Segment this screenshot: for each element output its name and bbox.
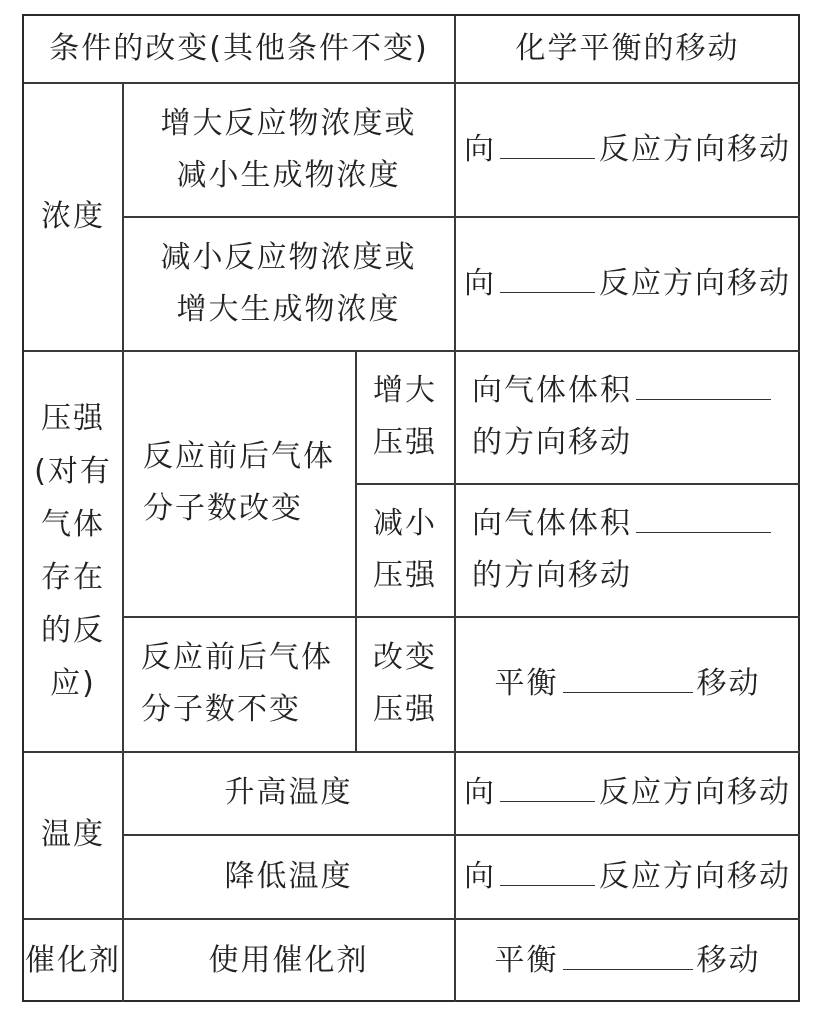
result-cell [472,484,800,616]
condition-cell [123,83,454,216]
result-suffix: 移动 [696,666,761,701]
condition-line: 减小生成物浓度 [176,157,401,193]
result-prefix: 向气体体积 [472,373,632,408]
condition-cell [123,217,454,350]
answer-blank[interactable] [500,266,595,293]
sub-condition-line: 压强 [373,558,437,593]
result-cell [455,752,800,834]
result-cell [472,351,800,483]
result-cell [455,919,800,1002]
category-temperature [24,752,122,918]
condition-line: 降低温度 [224,858,353,894]
result-suffix: 的方向移动 [472,558,632,593]
result-prefix: 平衡 [494,666,559,701]
condition-line: 分子数不变 [141,692,301,727]
sub-condition-line: 压强 [373,425,437,460]
result-suffix: 反应方向移动 [599,265,791,301]
result-suffix: 反应方向移动 [599,775,791,810]
condition-line: 减小反应物浓度或 [160,239,417,275]
answer-blank[interactable] [500,132,595,159]
result-prefix: 向 [464,131,496,167]
answer-blank[interactable] [563,666,693,693]
result-cell [455,83,800,216]
answer-blank[interactable] [563,943,693,970]
category-concentration [24,83,122,350]
answer-blank[interactable] [636,506,771,533]
result-cell [455,217,800,350]
header-shift [455,16,800,82]
condition-line: 增大生成物浓度 [176,291,401,327]
category-pressure [24,351,122,751]
result-suffix: 移动 [696,942,761,978]
result-suffix: 反应方向移动 [599,131,791,167]
condition-line: 使用催化剂 [208,942,369,978]
category-line: 存在 [41,560,105,595]
result-cell [455,617,800,751]
result-cell [455,835,800,918]
sub-condition-line: 增大 [373,373,437,408]
result-prefix: 向 [464,265,496,301]
equilibrium-shift-table [22,14,800,1002]
condition-cell [123,919,454,1002]
result-prefix: 向 [464,775,496,810]
category-line: 压强 [41,401,105,436]
condition-cell [123,351,355,616]
header-shift-label: 化学平衡的移动 [515,31,740,66]
category-line: 气体 [41,507,105,542]
header-condition-label: 条件的改变(其他条件不变) [49,31,429,66]
condition-cell [123,752,454,834]
result-suffix: 反应方向移动 [599,858,791,894]
result-suffix: 的方向移动 [472,425,632,460]
category-catalyst [24,919,122,1002]
category-label: 催化剂 [25,942,121,978]
sub-condition-line: 改变 [373,640,437,675]
sub-condition-cell [356,617,454,751]
result-prefix: 向 [464,858,496,894]
condition-line: 升高温度 [224,775,353,810]
condition-line: 反应前后气体 [143,439,335,474]
category-line: 应) [50,666,96,701]
answer-blank[interactable] [500,775,595,802]
condition-line: 分子数改变 [143,491,303,526]
condition-line: 增大反应物浓度或 [160,105,417,141]
result-prefix: 向气体体积 [472,506,632,541]
sub-condition-cell [356,351,454,483]
category-line: 的反 [41,613,105,648]
result-prefix: 平衡 [494,942,559,978]
category-label: 温度 [41,817,105,852]
sub-condition-line: 减小 [373,506,437,541]
condition-cell [123,835,454,918]
category-label: 浓度 [41,198,105,234]
condition-line: 反应前后气体 [141,640,333,675]
answer-blank[interactable] [500,859,595,886]
header-condition [24,16,454,82]
sub-condition-cell [356,484,454,616]
answer-blank[interactable] [636,373,771,400]
sub-condition-line: 压强 [373,692,437,727]
condition-cell [123,617,355,751]
category-line: (对有 [34,454,112,489]
